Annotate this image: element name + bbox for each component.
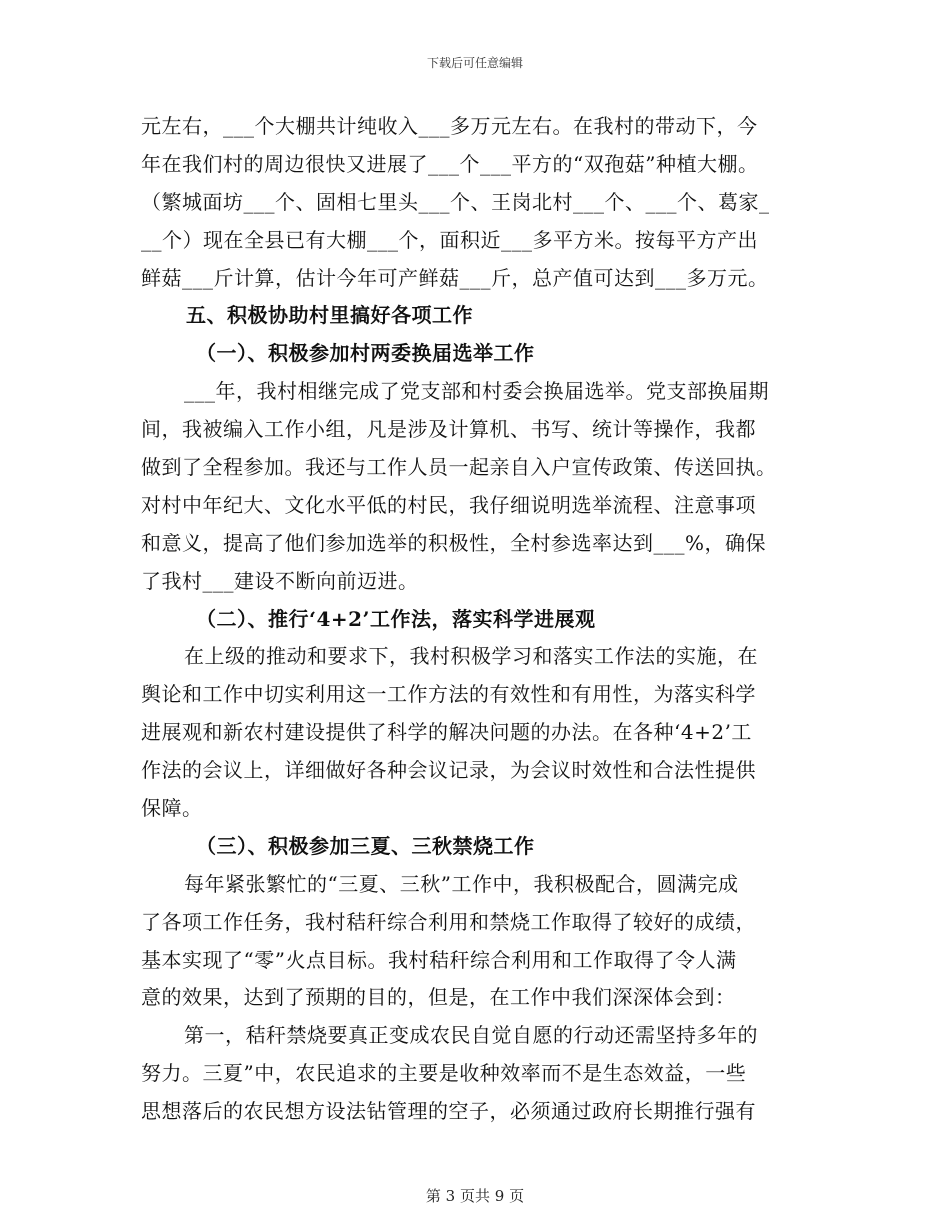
section-heading: （三）、积极参加三夏、三秋禁烧工作: [196, 833, 535, 858]
text-line: ___年，我村相继完成了党支部和村委会换届选举。党支部换届期: [184, 379, 769, 404]
page-footer: 第 3 页共 9 页: [425, 1187, 525, 1205]
section-heading: （一）、积极参加村两委换届选举工作: [196, 341, 535, 366]
text-line: 鲜菇___斤计算，估计今年可产鲜菇___斤，总产值可达到___多万元。: [141, 265, 769, 290]
text-line: 保障。: [141, 796, 203, 821]
page-header: 下载后可任意编辑: [426, 56, 523, 70]
text-line: 努力。三夏”中，农民追求的主要是收种效率而不是生态效益，一些: [141, 1061, 747, 1086]
text-line: 对村中年纪大、文化水平低的村民，我仔细说明选举流程、注意事项: [141, 492, 756, 517]
text-line: 了各项工作任务，我村秸秆综合利用和禁烧工作取得了较好的成绩，: [141, 909, 756, 934]
document-body: [141, 108, 801, 1131]
text-line: 做到了全程参加。我还与工作人员一起亲自入户宣传政策、传送回执。: [141, 455, 777, 480]
text-line: 年在我们村的周边很快又进展了___个___平方的“双孢菇”种植大棚。: [141, 151, 759, 176]
text-line: 意的效果，达到了预期的目的，但是，在工作中我们深深体会到：: [141, 985, 736, 1010]
text-line: 元左右，___个大棚共计纯收入___多万元左右。在我村的带动下，今: [141, 114, 758, 138]
section-heading: 五、积极协助村里搞好各项工作: [186, 303, 473, 328]
text-line: 和意义，提高了他们参加选举的积极性，全村参选率达到___%，确保: [141, 530, 767, 555]
text-line: __个）现在全县已有大棚___个，面积近___多平方米。按每平方产出: [141, 227, 758, 252]
text-line: 在上级的推动和要求下，我村积极学习和落实工作法的实施，在: [184, 644, 758, 669]
text-line: 间，我被编入工作小组，凡是涉及计算机、书写、统计等操作，我都: [141, 417, 756, 442]
text-line: 舆论和工作中切实利用这一工作方法的有效性和有用性，为落实科学: [141, 682, 756, 707]
text-line: 作法的会议上，详细做好各种会议记录，为会议时效性和合法性提供: [141, 758, 756, 783]
text-line: 思想落后的农民想方设法钻管理的空子，必须通过政府长期推行强有: [141, 1099, 756, 1124]
section-heading: （二）、推行‘4+2’工作法，落实科学进展观: [196, 606, 596, 631]
text-line: （繁城面坊___个、固相七里头___个、王岗北村___个、___个、葛家_: [141, 189, 770, 214]
text-line: 基本实现了“零”火点目标。我村秸秆综合利用和工作取得了令人满: [141, 947, 737, 972]
text-line: 每年紧张繁忙的“三夏、三秋”工作中，我积极配合，圆满完成: [184, 871, 739, 896]
text-line: 了我村___建设不断向前迈进。: [141, 568, 419, 593]
text-line: 进展观和新农村建设提供了科学的解决问题的办法。在各种‘4+2’工: [141, 720, 752, 745]
text-line: 第一，秸秆禁烧要真正变成农民自觉自愿的行动还需坚持多年的: [184, 1023, 758, 1048]
